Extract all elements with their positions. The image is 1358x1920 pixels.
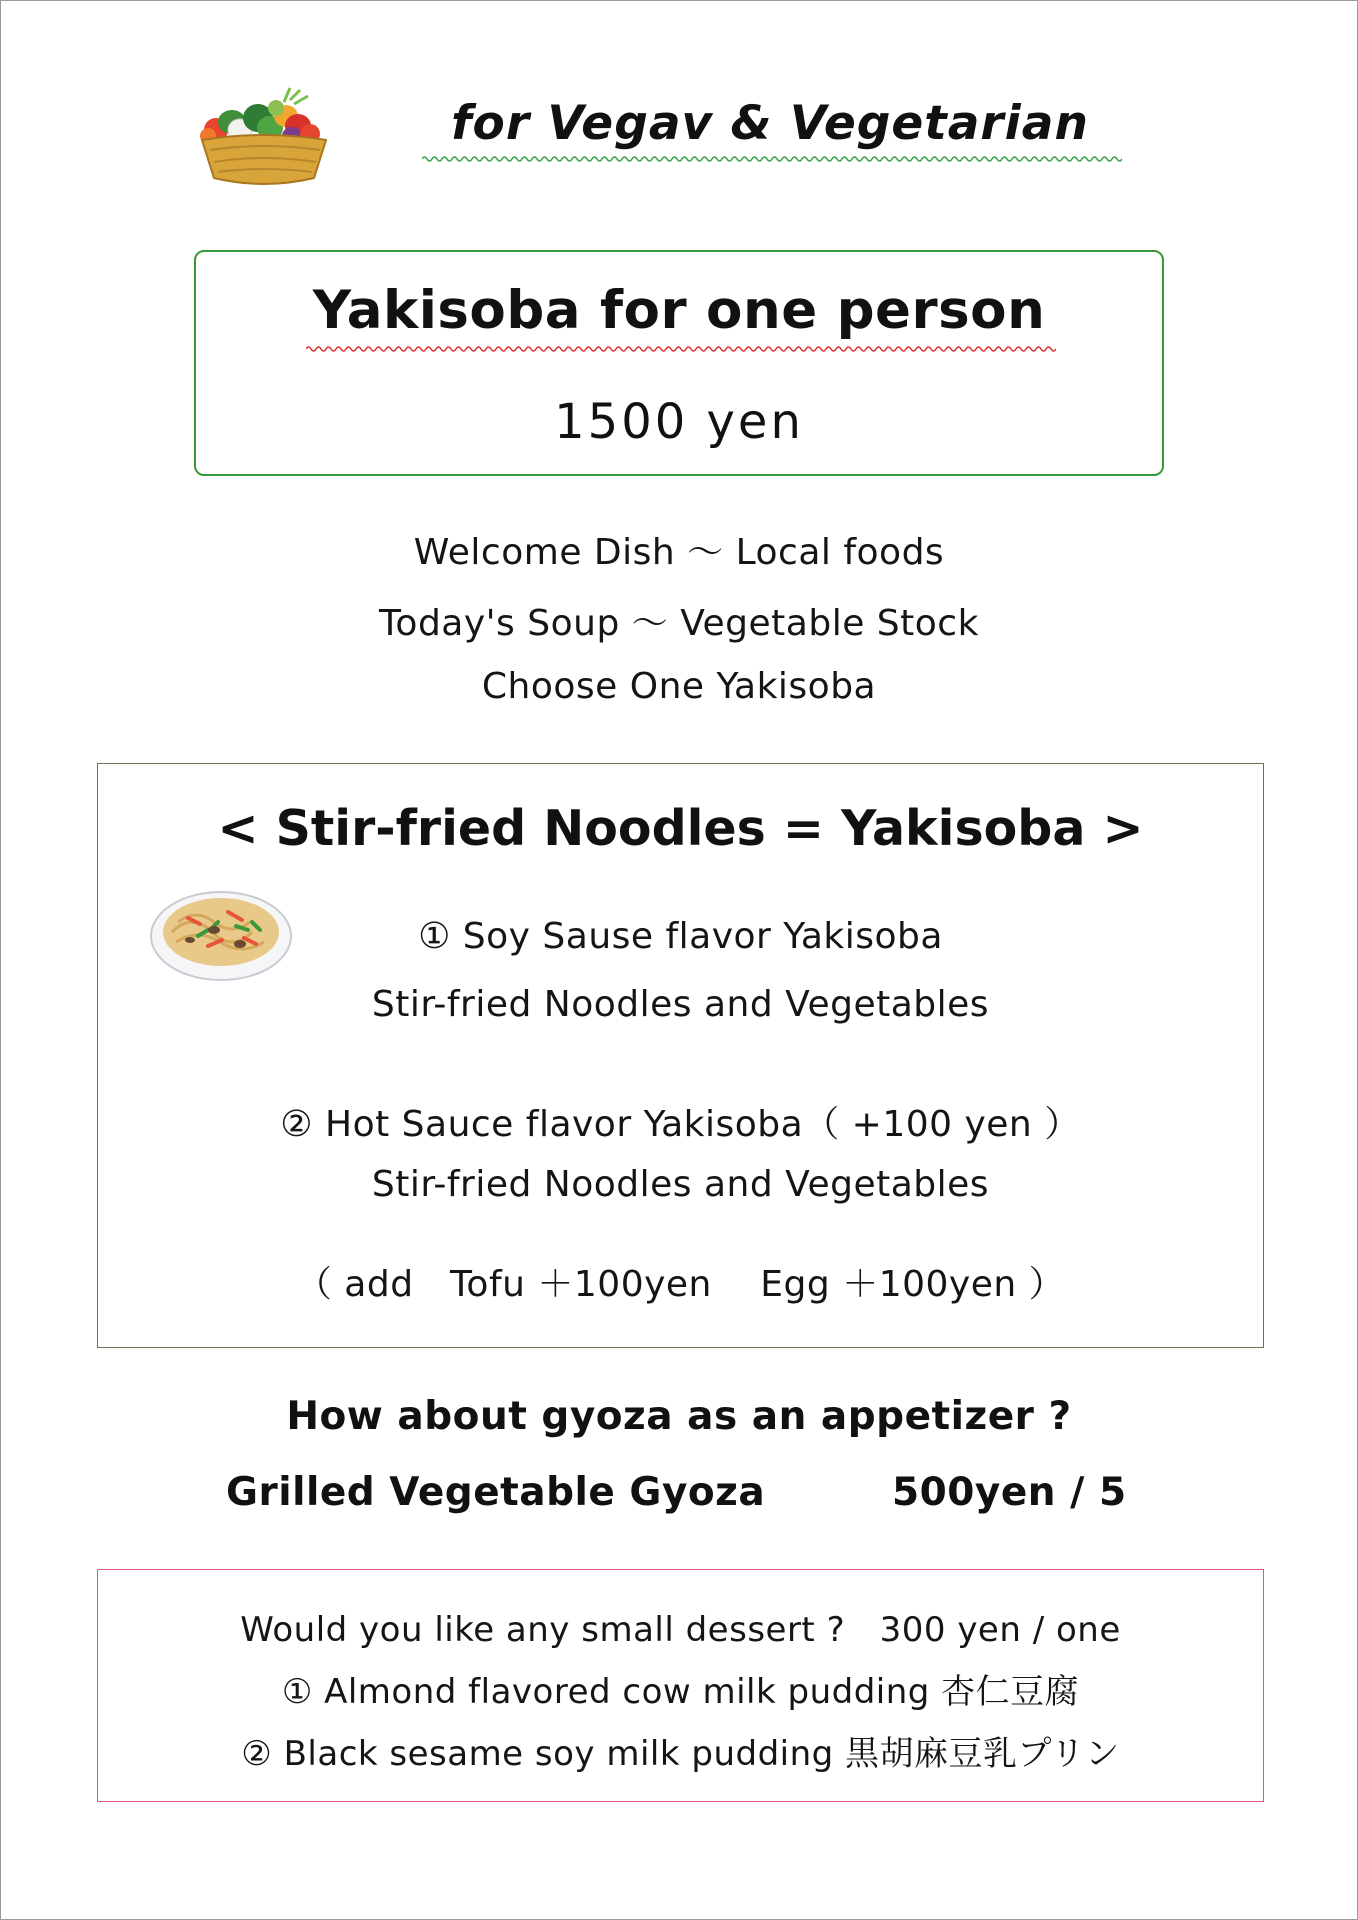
gyoza-name: Grilled Vegetable Gyoza (226, 1470, 766, 1515)
course-item-soup: Today's Soup ～ Vegetable Stock (379, 603, 979, 644)
course-item-choose-yakisoba: Choose One Yakisoba (481, 666, 877, 707)
dessert-item-sesame: ② Black sesame soy milk pudding 黒胡麻豆乳プリン (241, 1734, 1120, 1774)
addons-line: （ add Tofu ＋100yen Egg ＋100yen ） (295, 1264, 1066, 1305)
dessert-box (97, 1569, 1264, 1802)
set-menu-title: Yakisoba for one person (312, 280, 1046, 341)
set-menu-price: 1500 yen (554, 394, 804, 450)
vegetable-basket-icon (196, 86, 332, 190)
header-title: for Vegav & Vegetarian (451, 96, 1089, 151)
yakisoba-options-box (97, 763, 1264, 1348)
header-underline (422, 154, 1122, 164)
yakisoba-heading: < Stir-fried Noodles = Yakisoba > (217, 800, 1144, 857)
set-menu-box (194, 250, 1164, 476)
option1-title: ① Soy Sause flavor Yakisoba (418, 916, 943, 957)
set-menu-title-underline (306, 344, 1056, 354)
dessert-prompt: Would you like any small dessert ? 300 yen / one (240, 1610, 1121, 1650)
gyoza-question: How about gyoza as an appetizer ? (286, 1394, 1072, 1439)
option2-description: Stir-fried Noodles and Vegetables (371, 1164, 990, 1205)
gyoza-price: 500yen / 5 (892, 1470, 1127, 1515)
option1-description: Stir-fried Noodles and Vegetables (371, 984, 990, 1025)
dessert-item-almond: ① Almond flavored cow milk pudding 杏仁豆腐 (281, 1672, 1080, 1712)
course-item-welcome-dish: Welcome Dish ～ Local foods (413, 532, 945, 573)
option2-title: ② Hot Sauce flavor Yakisoba（ +100 yen ） (280, 1104, 1081, 1145)
